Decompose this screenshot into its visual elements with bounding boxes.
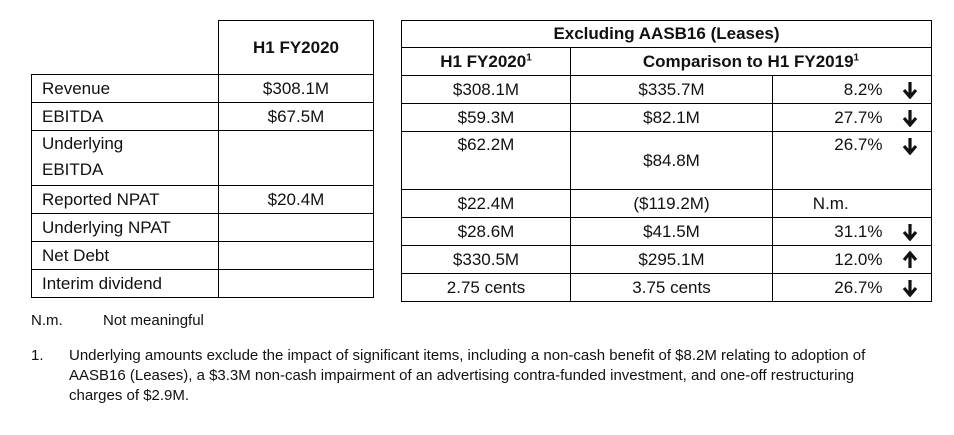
comparison-label: Comparison to H1 FY2019 — [642, 51, 854, 71]
arrow-down-icon — [902, 223, 918, 241]
arrow-down-icon — [902, 109, 918, 127]
blank-corner — [32, 21, 219, 75]
h1-fy2020-header: H1 FY2020 — [219, 21, 374, 75]
h1-reported-npat: $20.4M — [219, 186, 374, 214]
arrow-cell-interim-dividend — [889, 274, 932, 302]
ex-h1-fy2020-header — [402, 48, 571, 76]
ex-h1-underlying-ebitda: $62.2M — [402, 132, 571, 190]
pct-revenue: 8.2% — [773, 76, 889, 104]
row-label-underlying-npat: Underlying NPAT — [32, 214, 219, 242]
right-table — [401, 20, 932, 302]
arrow-down-icon — [902, 81, 918, 99]
comp-underlying-npat: $41.5M — [571, 218, 773, 246]
arrow-down-icon — [902, 279, 918, 297]
nm-note — [31, 312, 204, 329]
pct-reported-npat: N.m. — [773, 190, 889, 218]
excluding-aasb16-header: Excluding AASB16 (Leases) — [402, 21, 932, 48]
comp-underlying-ebitda: $84.8M — [571, 132, 773, 190]
arrow-cell-net-debt — [889, 246, 932, 274]
row-label-underlying: Underlying — [42, 134, 124, 153]
arrow-cell-underlying-ebitda — [889, 132, 932, 190]
ex-h1-revenue: $308.1M — [402, 76, 571, 104]
ex-h1-fy2020-label: H1 FY2020 — [440, 51, 527, 71]
ex-h1-net-debt: $330.5M — [402, 246, 571, 274]
h1-underlying-npat — [219, 214, 374, 242]
arrow-cell-underlying-npat — [889, 218, 932, 246]
ex-h1-ebitda: $59.3M — [402, 104, 571, 132]
footnote-text: Underlying amounts exclude the impact of significant items, including a non-cash benefit of $8.2M relating to adoption of AASB16 (Leases), a $3.3M non-cash impairment of an advertising contra-funded investment, and one-off restructuring charges of $2.9M. — [69, 347, 866, 404]
comp-revenue: $335.7M — [571, 76, 773, 104]
row-label-net-debt: Net Debt — [32, 242, 219, 270]
ex-h1-interim-dividend: 2.75 cents — [402, 274, 571, 302]
h1-ebitda: $67.5M — [219, 103, 374, 131]
comp-interim-dividend: 3.75 cents — [571, 274, 773, 302]
comparison-header — [571, 48, 932, 76]
arrow-down-icon — [902, 137, 918, 155]
arrow-up-icon — [902, 251, 918, 269]
footnote-ref-1: 1 — [526, 51, 532, 63]
h1-underlying-ebitda — [219, 131, 374, 186]
pct-underlying-ebitda: 26.7% — [773, 132, 889, 190]
nm-definition: Not meaningful — [103, 312, 204, 329]
comp-net-debt: $295.1M — [571, 246, 773, 274]
arrow-cell-reported-npat — [889, 190, 932, 218]
arrow-cell-revenue — [889, 76, 932, 104]
comp-ebitda: $82.1M — [571, 104, 773, 132]
footnote-1 — [31, 346, 911, 406]
row-label-underlying-ebitda — [32, 131, 219, 186]
arrow-cell-ebitda — [889, 104, 932, 132]
row-label-ebitda: EBITDA — [32, 103, 219, 131]
row-label-reported-npat: Reported NPAT — [32, 186, 219, 214]
comp-reported-npat: ($119.2M) — [571, 190, 773, 218]
row-label-ebitda-2: EBITDA — [42, 160, 104, 179]
h1-interim-dividend — [219, 270, 374, 298]
nm-abbreviation: N.m. — [31, 312, 63, 329]
pct-interim-dividend: 26.7% — [773, 274, 889, 302]
footnote-ref-2: 1 — [853, 51, 860, 63]
h1-revenue: $308.1M — [219, 75, 374, 103]
footnote-number: 1. — [31, 347, 44, 364]
pct-net-debt: 12.0% — [773, 246, 889, 274]
pct-underlying-npat: 31.1% — [773, 218, 889, 246]
pct-ebitda: 27.7% — [773, 104, 889, 132]
row-label-revenue: Revenue — [32, 75, 219, 103]
ex-h1-reported-npat: $22.4M — [402, 190, 571, 218]
ex-h1-underlying-npat: $28.6M — [402, 218, 571, 246]
left-table — [31, 20, 374, 298]
h1-net-debt — [219, 242, 374, 270]
row-label-interim-dividend: Interim dividend — [32, 270, 219, 298]
